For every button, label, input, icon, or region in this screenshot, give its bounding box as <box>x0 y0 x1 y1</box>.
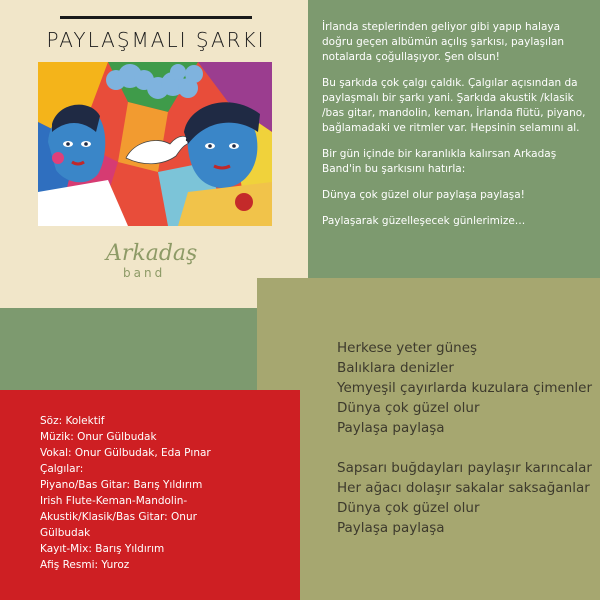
description-paragraph: Dünya çok güzel olur paylaşa paylaşa! <box>322 189 525 201</box>
cover-artwork <box>38 62 272 226</box>
green-strip <box>0 308 257 390</box>
credit-line: Piyano/Bas Gitar: Barış Yıldırım <box>40 479 203 491</box>
description-paragraph: İrlanda steplerinden geliyor gibi yapıp halaya doğru geçen albümün açılış şarkısı, paylaşılan notalarda çoğullaşıyor. Şen olsun! <box>322 21 565 63</box>
band-logo-sub: band <box>123 266 166 280</box>
lyric-line: Paylaşa paylaşa <box>337 420 445 436</box>
credit-line: Müzik: Onur Gülbudak <box>40 431 157 443</box>
lyric-line: Herkese yeter güneş <box>337 340 478 356</box>
lyric-line: Dünya çok güzel olur <box>337 500 480 516</box>
lyric-line: Sapsarı buğdayları paylaşır karıncalar <box>337 460 592 476</box>
band-logo: Arkadaş <box>106 241 198 266</box>
lyric-line: Balıklara denizler <box>337 360 454 376</box>
lyrics-stanza <box>337 458 597 538</box>
lyric-line: Her ağacı dolaşır sakalar saksağanlar <box>337 480 590 496</box>
credit-line: Gülbudak <box>40 527 91 539</box>
album-cover-panel <box>0 0 308 308</box>
description-paragraph: Paylaşarak güzelleşecek günlerimize… <box>322 215 526 227</box>
credit-line: Akustik/Klasik/Bas Gitar: Onur <box>40 511 197 523</box>
album-title: PAYLAŞMALI ŞARKI <box>46 28 266 52</box>
lyric-line: Yemyeşil çayırlarda kuzulara çimenler <box>337 380 593 396</box>
description-paragraph: Bu şarkıda çok çalgı çaldık. Çalgılar açısından da paylaşmalı bir şarkı yani. Şarkıda akustik /klasik /bas gitar, mandolin, keman, İrlanda flütü, piyano, bağlamadaki ve ritmler var. Hepsinin selamını al. <box>322 77 586 134</box>
credit-line: Kayıt-Mix: Barış Yıldırım <box>40 543 165 555</box>
description-text <box>322 20 588 240</box>
credit-line: Vokal: Onur Gülbudak, Eda Pınar <box>40 447 211 459</box>
title-divider <box>60 16 252 19</box>
credit-line: Söz: Kolektif <box>40 415 105 427</box>
lyric-line: Dünya çok güzel olur <box>337 400 480 416</box>
credit-line: Çalgılar: <box>40 463 84 475</box>
credit-line: Afiş Resmi: Yuroz <box>40 559 130 571</box>
lyrics-stanza <box>337 338 597 438</box>
credits-text <box>40 413 280 573</box>
credit-line: Irish Flute-Keman-Mandolin- <box>40 495 188 507</box>
lyric-line: Paylaşa paylaşa <box>337 520 445 536</box>
description-paragraph: Bir gün içinde bir karanlıkla kalırsan Arkadaş Band'in bu şarkısını hatırla: <box>322 148 557 175</box>
lyrics-text <box>337 338 597 558</box>
